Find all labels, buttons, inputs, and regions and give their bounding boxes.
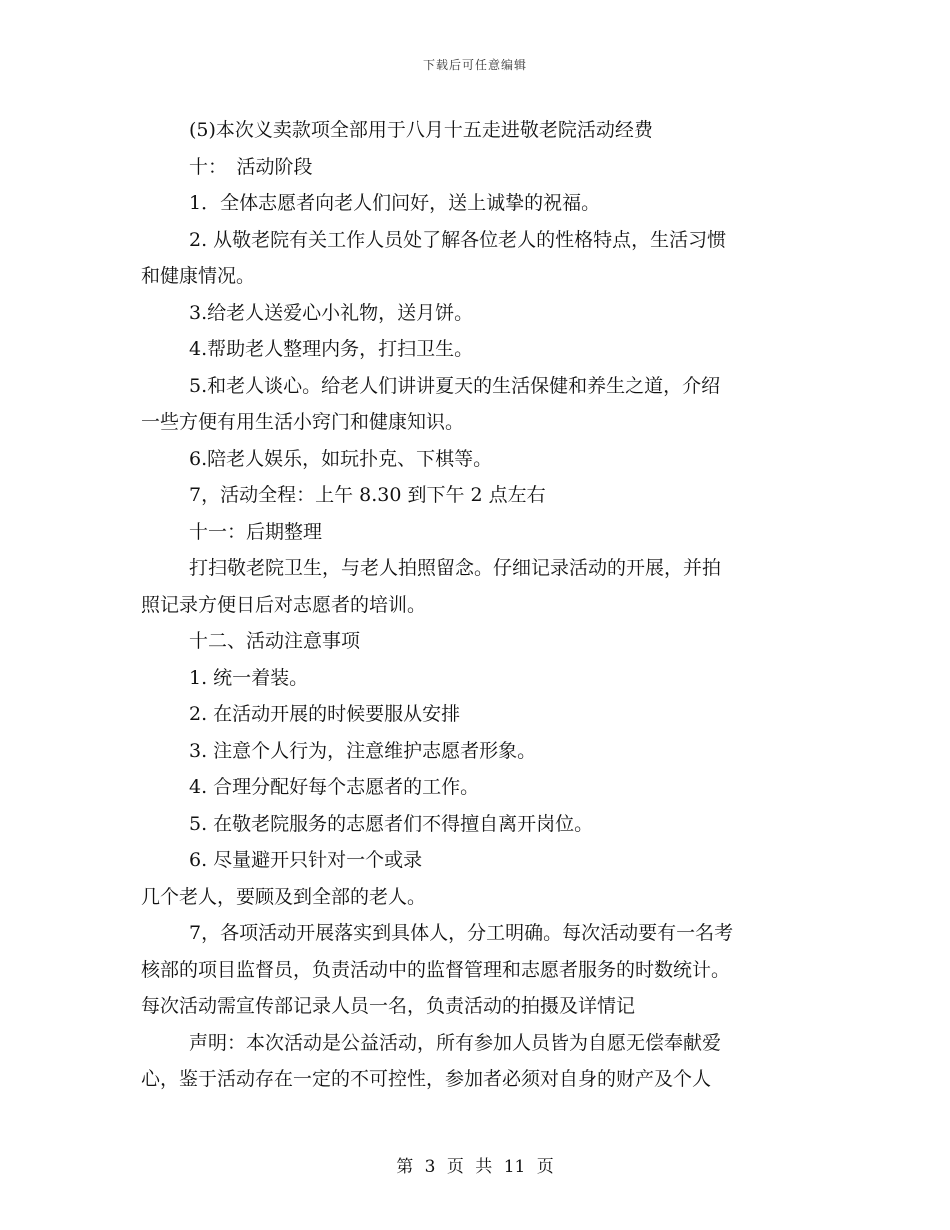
body-line: (5)本次义卖款项全部用于八月十五走进敬老院活动经费 (189, 119, 653, 141)
list-item: 2. 从敬老院有关工作人员处了解各位老人的性格特点，生活习惯 (189, 228, 727, 251)
page-number-footer: 第 3 页 共 11 页 (396, 1157, 554, 1177)
list-item: 6. 尽量避开只针对一个或录 (189, 849, 423, 871)
list-item: 3.给老人送爱心小礼物，送月饼。 (189, 301, 474, 324)
list-item: 3. 注意个人行为，注意维护志愿者形象。 (189, 739, 537, 762)
list-item: 2. 在活动开展的时候要服从安排 (189, 703, 461, 725)
section-heading-11: 十一：后期整理 (189, 520, 323, 543)
section-heading-10: 十： 活动阶段 (189, 155, 313, 178)
list-item-continuation: 和健康情况。 (141, 265, 256, 287)
statement-line: 声明：本次活动是公益活动，所有参加人员皆为自愿无偿奉献爱 (189, 1031, 722, 1054)
section-heading-12: 十二、活动注意事项 (189, 630, 361, 652)
list-item: 6.陪老人娱乐，如玩扑克、下棋等。 (189, 447, 493, 470)
list-item-continuation: 每次活动需宣传部记录人员一名，负责活动的拍摄及详情记 (141, 995, 636, 1017)
list-item: 7，各项活动开展落实到具体人，分工明确。每次活动要有一名考 (189, 922, 734, 944)
list-item: 7，活动全程：上午 8.30 到下午 2 点左右 (189, 484, 546, 506)
list-item: 1. 统一着装。 (189, 666, 309, 689)
document-body (141, 112, 811, 1098)
list-item-continuation: 几个老人，要顾及到全部的老人。 (141, 885, 427, 908)
body-line-continuation: 照记录方便日后对志愿者的培训。 (141, 593, 427, 616)
list-item: 5. 在敬老院服务的志愿者们不得擅自离开岗位。 (189, 812, 594, 835)
page-header: 下载后可任意编辑 (422, 58, 527, 72)
list-item: 4.帮助老人整理内务，打扫卫生。 (189, 338, 474, 360)
list-item: 1．全体志愿者向老人们问好，送上诚挚的祝福。 (189, 192, 601, 214)
list-item: 5.和老人谈心。给老人们讲讲夏天的生活保健和养生之道，介绍 (189, 374, 721, 397)
body-line: 打扫敬老院卫生，与老人拍照留念。仔细记录活动的开展，并拍 (189, 557, 722, 579)
statement-line-continuation: 心，鉴于活动存在一定的不可控性，参加者必须对自身的财产及个人 (141, 1068, 712, 1090)
list-item-continuation: 一些方便有用生活小窍门和健康知识。 (141, 411, 465, 433)
list-item: 4. 合理分配好每个志愿者的工作。 (189, 776, 480, 798)
list-item-continuation: 核部的项目监督员，负责活动中的监督管理和志愿者服务的时数统计。 (141, 958, 731, 981)
